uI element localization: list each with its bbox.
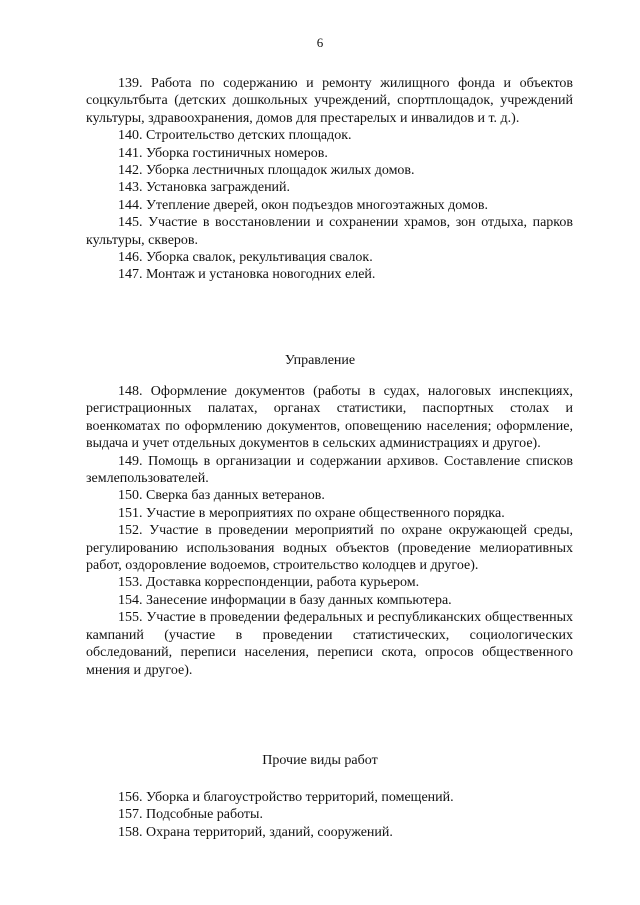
section-heading-other-works: Прочие виды работ [262,753,378,768]
list-item: 151. Участие в мероприятиях по охране общественного порядка. [118,505,505,521]
section-housing-works [86,75,573,284]
list-item: 143. Установка заграждений. [118,180,291,196]
list-item: 146. Уборка свалок, рекультивация свалок. [118,250,373,266]
list-item: 149. Помощь в организации и содержании архивов. Составление списков землепользователей. [86,453,573,487]
list-item: 153. Доставка корреспонденции, работа курьером. [118,575,420,591]
list-item: 157. Подсобные работы. [118,807,263,823]
list-item: 150. Сверка баз данных ветеранов. [118,488,325,504]
section-management [86,383,573,679]
section-other-works [86,789,573,841]
page-number: 6 [316,35,324,50]
list-item: 155. Участие в проведении федеральных и республиканских общественных кампаний (участие в проведении статистических, социологических обследований, переписи населения, переписи скота, опросов общественного мнения и другое). [86,610,573,678]
list-item: 154. Занесение информации в базу данных компьютера. [118,592,452,608]
list-item: 140. Строительство детских площадок. [118,128,352,144]
list-item: 156. Уборка и благоустройство территорий, помещений. [118,790,454,805]
list-item: 147. Монтаж и установка новогодних елей. [118,267,376,283]
list-item: 144. Утепление дверей, окон подъездов многоэтажных домов. [118,197,488,213]
list-item: 141. Уборка гостиничных номеров. [118,145,328,161]
section-heading-management: Управление [284,353,356,368]
list-item: 142. Уборка лестничных площадок жилых домов. [118,163,415,179]
list-item: 152. Участие в проведении мероприятий по охране окружающей среды, регулированию использования водных объектов (проведение мелиоративных работ, оздоровление водоемов, строительство колодцев и другое). [86,523,573,574]
list-item: 148. Оформление документов (работы в судах, налоговых инспекциях, регистрационных палатах, органах статистики, паспортных столах и военкоматах по оформлению документов, оповещению населения; оформление, выдача и учет отдельных документов в сельских администрациях и другое). [86,384,573,452]
list-item: 139. Работа по содержанию и ремонту жилищного фонда и объектов соцкультбыта (детских дошкольных учреждений, спортплощадок, учреждений культуры, здравоохранения, домов для престарелых и инвалидов и т. д.). [86,76,573,126]
list-item: 145. Участие в восстановлении и сохранении храмов, зон отдыха, парков культуры, скверов. [86,215,573,248]
list-item: 158. Охрана территорий, зданий, сооружений. [118,824,393,840]
